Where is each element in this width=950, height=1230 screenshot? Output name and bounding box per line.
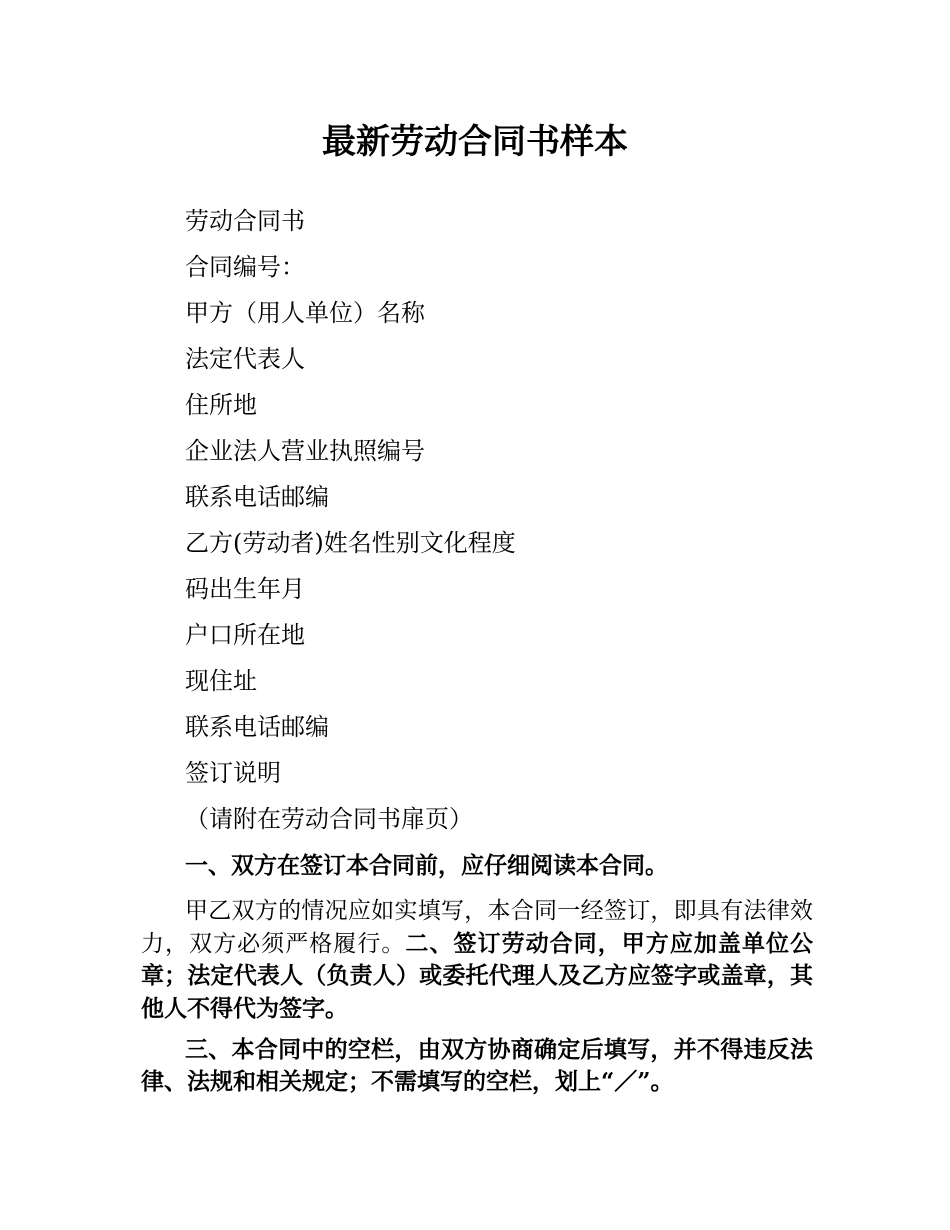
- paragraph: 三、本合同中的空栏，由双方协商确定后填写，并不得违反法律、法规和相关规定；不需填写的空栏，划上“／”。: [141, 1036, 813, 1095]
- paragraph-text: 甲乙双方的情况应如实填写，本合同一经签订，即具有法律效力，双方必须严格履行。: [141, 898, 813, 957]
- paragraph: [141, 896, 813, 1025]
- field-line: 乙方(劳动者)姓名性别文化程度: [185, 529, 516, 557]
- field-line: 劳动合同书: [185, 207, 305, 235]
- section-heading: 一、双方在签订本合同前，应仔细阅读本合同。: [185, 852, 668, 879]
- field-line: 联系电话邮编: [185, 483, 329, 511]
- field-line: 甲方（用人单位）名称: [185, 299, 425, 327]
- field-line: 合同编号：: [185, 253, 305, 281]
- field-line: 签订说明: [185, 759, 281, 787]
- field-line: 企业法人营业执照编号: [185, 437, 425, 465]
- paragraph-bold-text: 二、签订劳动合同，甲方应加盖单位公章；法定代表人（负责人）或委托代理人及乙方应签字或盖章，其他人不得代为签字。: [141, 929, 814, 1022]
- field-line: 户口所在地: [185, 621, 305, 649]
- field-line: 现住址: [185, 667, 257, 695]
- document-title: 最新劳动合同书样本: [322, 122, 628, 162]
- contract-fields: [185, 198, 516, 842]
- field-line: 法定代表人: [185, 345, 305, 373]
- field-line: 住所地: [185, 391, 257, 419]
- field-line: 码出生年月: [185, 575, 305, 603]
- field-line: 联系电话邮编: [185, 713, 329, 741]
- field-line: （请附在劳动合同书扉页）: [185, 805, 473, 833]
